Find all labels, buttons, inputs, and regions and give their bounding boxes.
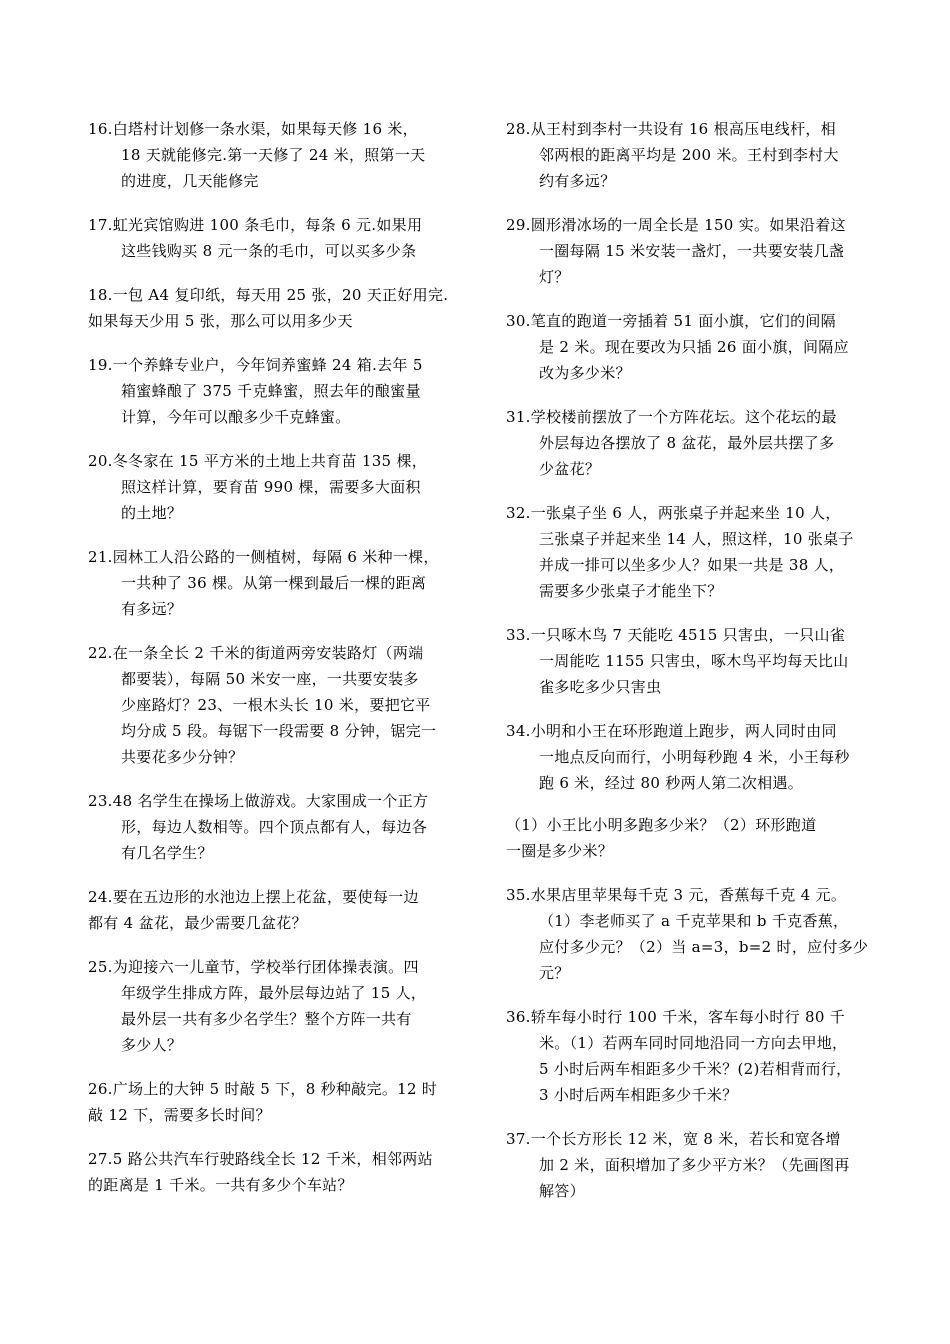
question-line: 16.白塔村计划修一条水渠，如果每天修 16 米， <box>88 120 418 138</box>
question-line: 是 2 米。现在要改为只插 26 面小旗，间隔应 <box>539 338 849 356</box>
question-line: 的土地？ <box>121 504 183 522</box>
question-line: 形，每边人数相等。四个顶点都有人，每边各 <box>121 818 428 836</box>
question-line: 36.轿车每小时行 100 千米，客车每小时行 80 千 <box>506 1008 846 1026</box>
question-line: 一共种了 36 棵。从第一棵到最后一棵的距离 <box>121 574 427 592</box>
question-item <box>88 788 450 866</box>
question-line: 照这样计算，要育苗 990 棵，需要多大面积 <box>121 478 421 496</box>
question-line: 31.学校楼前摆放了一个方阵花坛。这个花坛的最 <box>506 408 837 426</box>
question-line: 27.5 路公共汽车行驶路线全长 12 千米，相邻两站 <box>88 1150 433 1168</box>
question-line: 有多远？ <box>121 600 183 618</box>
question-line: 33.一只啄木鸟 7 天能吃 4515 只害虫，一只山雀 <box>506 626 846 644</box>
question-line: 18.一包 A4 复印纸，每天用 25 张，20 天正好用完. <box>88 286 449 304</box>
question-line: 元？ <box>539 964 570 982</box>
question-line: 应付多少元？（2）当 a=3，b=2 时，应付多少 <box>539 938 869 956</box>
question-line: 敲 12 下，需要多长时间？ <box>88 1106 271 1124</box>
question-item <box>88 884 450 936</box>
question-item <box>506 622 868 700</box>
question-line: 解答） <box>539 1182 585 1200</box>
question-line: 25.为迎接六一儿童节，学校举行团体操表演。四 <box>88 958 419 976</box>
question-line: 少座路灯？23、一根木头长 10 米，要把它平 <box>121 696 431 714</box>
question-line: 灯？ <box>539 268 570 286</box>
question-line: 并成一排可以坐多少人？如果一共是 38 人， <box>539 556 845 574</box>
question-line: 米。（1）若两车同时同地沿同一方向去甲地， <box>539 1034 848 1052</box>
sub-question-line: （1）小王比小明多跑多少米？（2）环形跑道 <box>506 816 817 834</box>
question-line: 35.水果店里苹果每千克 3 元，香蕉每千克 4 元。 <box>506 886 847 904</box>
question-item <box>506 116 868 194</box>
question-line: 跑 6 米，经过 80 秒两人第二次相遇。 <box>539 774 804 792</box>
question-line: 约有多远？ <box>539 172 616 190</box>
sub-question-line: 一圈是多少米？ <box>506 842 614 860</box>
question-line: 18 天就能修完.第一天修了 24 米，照第一天 <box>121 146 426 164</box>
question-item <box>88 1076 450 1128</box>
question-line: 均分成 5 段。每锯下一段需要 8 分钟，锯完一 <box>121 722 437 740</box>
question-line: 3 小时后两车相距多少千米？ <box>539 1086 738 1104</box>
question-item <box>506 1126 868 1204</box>
left-column <box>88 116 450 1198</box>
question-item <box>506 882 868 986</box>
question-item <box>88 116 450 194</box>
question-line: 5 小时后两车相距多少千米？(2)若相背而行， <box>539 1060 852 1078</box>
question-line: 多少人？ <box>121 1036 183 1054</box>
question-line: 一圈每隔 15 米安装一盏灯，一共要安装几盏 <box>539 242 845 260</box>
question-line: 28.从王村到李村一共设有 16 根高压电线杆，相 <box>506 120 836 138</box>
question-line: 三张桌子并起来坐 14 人，照这样，10 张桌子 <box>539 530 854 548</box>
question-line: 17.虹光宾馆购进 100 条毛巾，每条 6 元.如果用 <box>88 216 423 234</box>
question-line: 的进度，几天能修完 <box>121 172 259 190</box>
question-item <box>88 544 450 622</box>
question-line: 一地点反向而行，小明每秒跑 4 米，小王每秒 <box>539 748 850 766</box>
question-line: 有几名学生？ <box>121 844 213 862</box>
question-item <box>506 212 868 290</box>
question-line: 年级学生排成方阵，最外层每边站了 15 人， <box>121 984 427 1002</box>
question-line: 23.48 名学生在操场上做游戏。大家围成一个正方 <box>88 792 429 810</box>
question-line: 29.圆形滑冰场的一周全长是 150 实。如果沿着这 <box>506 216 846 234</box>
question-item <box>506 308 868 386</box>
question-line: 箱蜜蜂酿了 375 千克蜂蜜，照去年的酿蜜量 <box>121 382 421 400</box>
question-line: 改为多少米？ <box>539 364 631 382</box>
sub-question <box>506 812 868 864</box>
question-line: 的距离是 1 千米。一共有多少个车站？ <box>88 1176 353 1194</box>
question-line: 24.要在五边形的水池边上摆上花盆，要使每一边 <box>88 888 419 906</box>
question-line: 计算，今年可以酿多少千克蜂蜜。 <box>121 408 351 426</box>
question-line: 这些钱购买 8 元一条的毛巾，可以买多少条 <box>121 242 417 260</box>
question-line: 邻两根的距离平均是 200 米。王村到李村大 <box>539 146 839 164</box>
question-line: 32.一张桌子坐 6 人，两张桌子并起来坐 10 人， <box>506 504 841 522</box>
question-line: 34.小明和小王在环形跑道上跑步，两人同时由同 <box>506 722 837 740</box>
question-item <box>506 500 868 604</box>
question-line: 22.在一条全长 2 千米的街道两旁安装路灯（两端 <box>88 644 424 662</box>
question-line: 需要多少张桌子才能坐下？ <box>539 582 723 600</box>
question-item <box>506 1004 868 1108</box>
question-line: 26.广场上的大钟 5 时敲 5 下，8 秒种敲完。12 时 <box>88 1080 438 1098</box>
question-line: 如果每天少用 5 张，那么可以用多少天 <box>88 312 353 330</box>
question-line: 一周能吃 1155 只害虫，啄木鸟平均每天比山 <box>539 652 849 670</box>
question-item <box>88 282 450 334</box>
question-line: 少盆花？ <box>539 460 601 478</box>
question-item <box>88 448 450 526</box>
question-line: 都有 4 盆花，最少需要几盆花？ <box>88 914 307 932</box>
question-line: 37.一个长方形长 12 米，宽 8 米，若长和宽各增 <box>506 1130 841 1148</box>
question-line: 加 2 米，面积增加了多少平方米？（先画图再 <box>539 1156 850 1174</box>
question-item <box>88 640 450 770</box>
question-line: 最外层一共有多少名学生？整个方阵一共有 <box>121 1010 412 1028</box>
question-item <box>506 718 868 864</box>
question-item <box>88 212 450 264</box>
question-line: 都要装），每隔 50 米安一座，一共要安装多 <box>121 670 419 688</box>
question-line: 30.笔直的跑道一旁插着 51 面小旗，它们的间隔 <box>506 312 836 330</box>
question-item <box>88 1146 450 1198</box>
question-line: 21.园林工人沿公路的一侧植树，每隔 6 米种一棵， <box>88 548 439 566</box>
question-item <box>88 954 450 1058</box>
question-line: （1）李老师买了 a 千克苹果和 b 千克香蕉， <box>539 912 849 930</box>
question-item <box>88 352 450 430</box>
question-line: 共要花多少分钟？ <box>121 748 244 766</box>
question-line: 19.一个养蜂专业户，今年饲养蜜蜂 24 箱.去年 5 <box>88 356 423 374</box>
question-line: 20.冬冬家在 15 平方米的土地上共育苗 135 棵， <box>88 452 428 470</box>
right-column <box>506 116 868 1204</box>
question-line: 外层每边各摆放了 8 盆花，最外层共摆了多 <box>539 434 835 452</box>
question-line: 雀多吃多少只害虫 <box>539 678 662 696</box>
question-item <box>506 404 868 482</box>
